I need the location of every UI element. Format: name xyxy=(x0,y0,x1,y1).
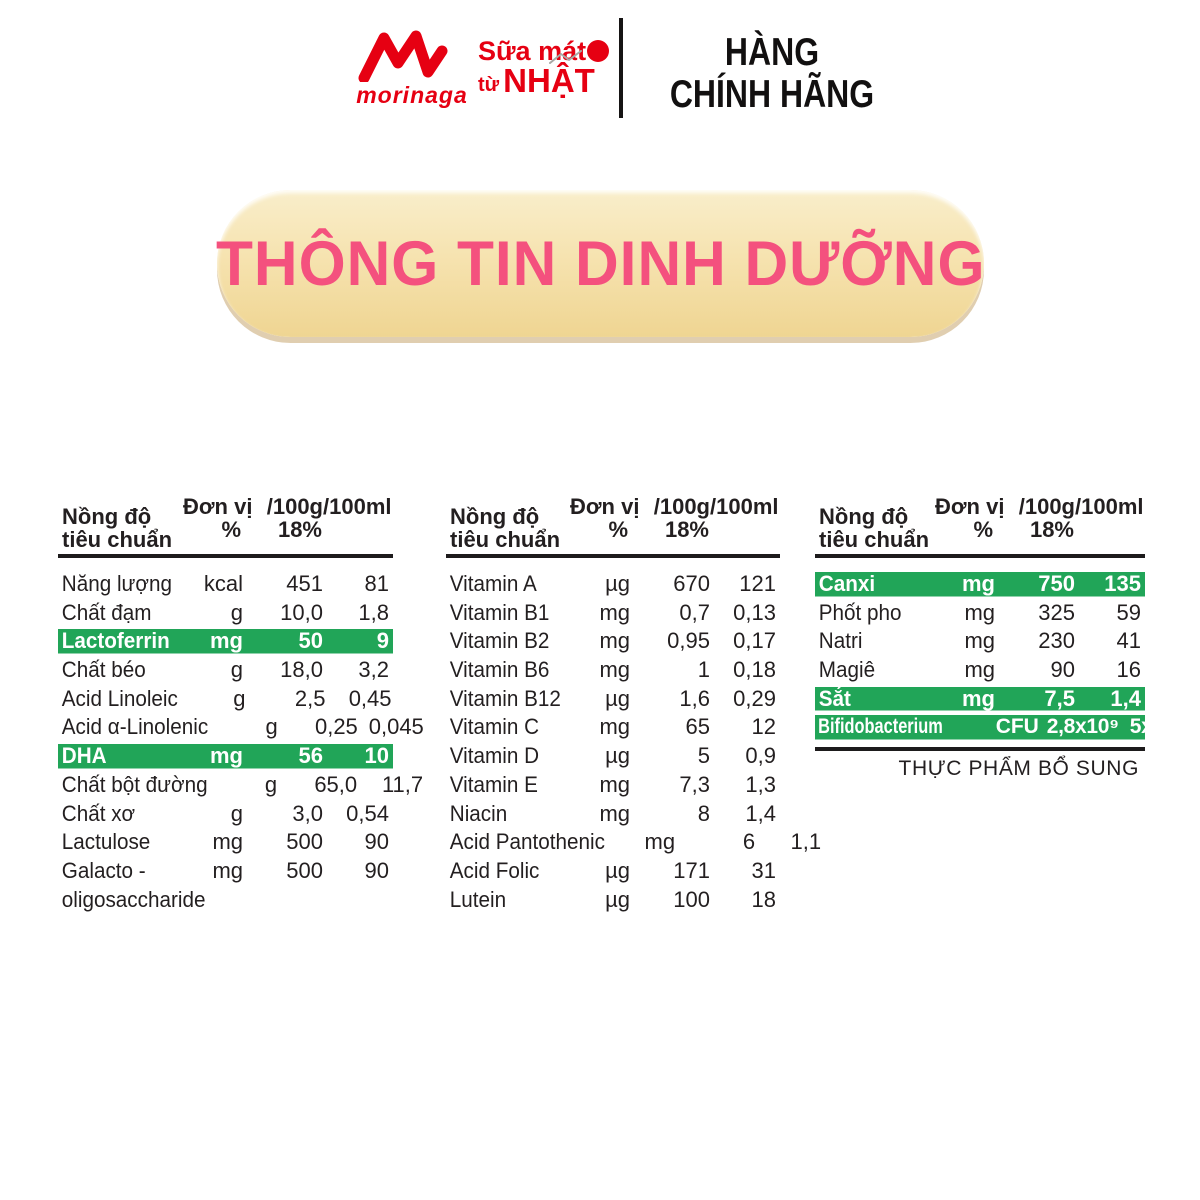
row-per100g-cell: 0,25 xyxy=(314,714,358,740)
row-per100ml-cell: 18 xyxy=(751,886,776,912)
row-name-cell: Acid Linoleic xyxy=(61,685,178,711)
row-per100ml-cell: 3,2 xyxy=(358,657,389,683)
nutrition-table-left xyxy=(58,486,424,914)
header-unit: Đơn vị % xyxy=(183,494,253,542)
row-unit-cell: mg xyxy=(962,685,995,711)
table-header xyxy=(58,486,393,558)
row-name-cell: Chất bột đường xyxy=(61,771,208,797)
table-row xyxy=(58,857,393,886)
row-unit-cell: mg xyxy=(599,714,630,740)
row-name-cell: Vitamin B12 xyxy=(449,685,561,711)
row-name-cell: Lactoferrin xyxy=(61,628,170,654)
row-unit-cell: mg xyxy=(599,628,630,654)
header-per100g: /100g 18% xyxy=(653,494,710,542)
row-per100ml-cell: 10 xyxy=(364,743,389,769)
row-unit-cell: CFU xyxy=(995,715,1039,739)
row-name-cell: Acid α-Linolenic xyxy=(61,714,209,740)
table-row xyxy=(446,828,822,857)
table-row xyxy=(446,656,780,685)
row-unit-cell: g xyxy=(233,685,246,711)
row-unit-cell: mg xyxy=(964,628,995,654)
table-row xyxy=(446,771,780,800)
nutrition-table-right xyxy=(815,486,1185,781)
row-per100g-cell: 670 xyxy=(673,571,710,596)
header-unit: Đơn vị % xyxy=(570,494,640,542)
row-per100g-cell: 1 xyxy=(697,657,710,683)
row-per100g-cell: 7,3 xyxy=(679,771,710,797)
table-rows xyxy=(446,558,822,914)
row-unit-cell: µg xyxy=(605,857,630,883)
row-per100g-cell: 171 xyxy=(673,857,710,883)
row-unit-cell: mg xyxy=(964,657,995,683)
table-row xyxy=(446,742,780,771)
table-row xyxy=(815,685,1145,714)
row-per100ml-cell: 1,4 xyxy=(745,800,776,826)
row-per100ml-cell: 135 xyxy=(1104,571,1141,596)
table-row xyxy=(58,627,393,656)
table-row xyxy=(446,570,780,599)
row-per100g-cell: 325 xyxy=(1038,599,1075,625)
table-row xyxy=(58,599,393,628)
row-per100ml-cell: 0,045 xyxy=(368,714,424,740)
row-unit-cell: mg xyxy=(599,800,630,826)
table-endline xyxy=(815,747,1145,751)
tagline-line1: Sữa mát xyxy=(478,36,587,66)
header-per100ml: /100ml xyxy=(1075,494,1144,519)
morinaga-logo xyxy=(352,30,472,110)
row-unit-cell: g xyxy=(230,657,243,683)
row-per100ml-cell: 0,9 xyxy=(745,743,776,769)
row-per100ml-cell: 11,7 xyxy=(381,771,424,797)
row-unit-cell: mg xyxy=(599,599,630,625)
row-unit-cell: µg xyxy=(605,571,630,596)
row-per100g-cell: 2,8x10⁹ xyxy=(1046,715,1119,739)
row-per100ml-cell: 59 xyxy=(1116,599,1141,625)
table-row xyxy=(58,771,424,800)
row-per100g-cell: 56 xyxy=(298,743,323,769)
row-unit-cell: kcal xyxy=(203,571,243,596)
table-row xyxy=(446,685,780,714)
table-row xyxy=(58,886,393,915)
nutrition-table-middle xyxy=(446,486,822,914)
row-per100g-cell: 3,0 xyxy=(292,800,323,826)
row-per100ml-cell: 90 xyxy=(364,829,389,855)
row-unit-cell: mg xyxy=(212,857,243,883)
row-per100g-cell: 50 xyxy=(298,628,323,654)
row-per100ml-cell: 0,54 xyxy=(346,800,389,826)
row-unit-cell: µg xyxy=(605,886,630,912)
tagline-tu: từ xyxy=(478,74,500,96)
header-name: Nồng độ tiêu chuẩn xyxy=(62,504,173,552)
table-row xyxy=(446,713,780,742)
table-rows xyxy=(58,558,424,914)
row-per100ml-cell: 0,45 xyxy=(348,685,392,711)
banner-title: THÔNG TIN DINH DƯỠNG xyxy=(215,228,986,299)
row-per100ml-cell: 81 xyxy=(364,571,389,596)
row-per100ml-cell: 16 xyxy=(1116,657,1141,683)
row-unit-cell: g xyxy=(264,771,278,797)
row-per100g-cell: 230 xyxy=(1038,628,1075,654)
row-name-cell: Acid Folic xyxy=(449,857,540,883)
row-per100g-cell: 8 xyxy=(697,800,710,826)
row-per100ml-cell: 12 xyxy=(751,714,776,740)
row-unit-cell: mg xyxy=(964,599,995,625)
authentic-label xyxy=(657,32,887,116)
row-name-cell: Vitamin B2 xyxy=(449,628,550,654)
row-name-cell: Bifidobacterium xyxy=(818,715,943,739)
row-name-cell: Vitamin C xyxy=(449,714,540,740)
row-per100ml-cell: 0,18 xyxy=(733,657,776,683)
supplement-footnote: THỰC PHẨM BỔ SUNG xyxy=(898,757,1139,781)
header-per100ml: /100ml xyxy=(710,494,779,519)
row-per100ml-cell: 1,4 xyxy=(1110,685,1141,711)
row-name-cell: Niacin xyxy=(449,800,508,826)
table-row xyxy=(815,713,1185,742)
row-name-cell: Chất béo xyxy=(61,657,146,683)
row-per100g-cell: 10,0 xyxy=(280,599,323,625)
row-per100g-cell: 750 xyxy=(1038,571,1075,596)
row-name-cell: Vitamin B1 xyxy=(449,599,550,625)
table-header xyxy=(446,486,780,558)
header-unit: Đơn vị % xyxy=(935,494,1005,542)
table-row xyxy=(58,656,393,685)
vertical-divider xyxy=(619,18,623,118)
row-per100g-cell: 7,5 xyxy=(1044,685,1075,711)
row-unit-cell: mg xyxy=(599,771,630,797)
sun-icon xyxy=(587,40,609,62)
row-per100ml-cell: 1,1 xyxy=(790,829,822,855)
row-per100ml-cell: 31 xyxy=(751,857,776,883)
table-row xyxy=(815,599,1145,628)
nutrition-banner xyxy=(217,190,984,337)
row-per100g-cell: 2,5 xyxy=(294,685,326,711)
row-name-cell: Acid Pantothenic xyxy=(449,829,605,855)
header-per100g: /100g 18% xyxy=(266,494,323,542)
row-name-cell: oligosaccharide xyxy=(61,886,206,912)
row-per100ml-cell: 0,17 xyxy=(733,628,776,654)
table-header xyxy=(815,486,1145,558)
row-name-cell: Vitamin B6 xyxy=(449,657,550,683)
row-per100g-cell: 18,0 xyxy=(280,657,323,683)
squiggle-icon xyxy=(549,50,589,66)
row-per100ml-cell: 41 xyxy=(1116,628,1141,654)
row-name-cell: Sắt xyxy=(818,685,851,711)
row-per100g-cell: 65,0 xyxy=(314,771,358,797)
row-per100g-cell: 500 xyxy=(286,857,323,883)
row-name-cell: Vitamin E xyxy=(449,771,538,797)
row-per100g-cell: 0,95 xyxy=(667,628,710,654)
table-row xyxy=(446,627,780,656)
row-name-cell: Năng lượng xyxy=(61,571,172,596)
header-per100g: /100g 18% xyxy=(1018,494,1075,542)
tagline-nhat: NHẬT xyxy=(503,62,595,99)
row-name-cell: Chất xơ xyxy=(61,800,136,826)
table-row xyxy=(58,742,393,771)
row-unit-cell: mg xyxy=(210,628,243,654)
jp-tagline xyxy=(478,38,623,118)
row-per100ml-cell: 90 xyxy=(364,857,389,883)
row-per100g-cell: 90 xyxy=(1050,657,1075,683)
table-row xyxy=(58,685,393,714)
row-per100g-cell: 100 xyxy=(673,886,710,912)
row-per100ml-cell: 9 xyxy=(376,628,389,654)
table-row xyxy=(446,886,780,915)
table-row xyxy=(815,570,1145,599)
row-unit-cell: g xyxy=(265,714,278,740)
row-name-cell: Magiê xyxy=(818,657,876,683)
table-row xyxy=(815,627,1145,656)
row-name-cell: DHA xyxy=(61,743,107,769)
row-unit-cell: mg xyxy=(962,571,995,596)
table-row xyxy=(815,656,1145,685)
table-row xyxy=(58,570,393,599)
row-name-cell: Galacto - xyxy=(61,857,146,883)
morinaga-m-icon xyxy=(352,30,472,82)
row-name-cell: Vitamin D xyxy=(449,743,540,769)
row-per100g-cell: 65 xyxy=(685,714,710,740)
row-name-cell: Vitamin A xyxy=(449,571,537,596)
row-unit-cell: mg xyxy=(644,829,676,855)
header-name: Nồng độ tiêu chuẩn xyxy=(450,504,561,552)
row-unit-cell: µg xyxy=(605,685,630,711)
table-row xyxy=(446,599,780,628)
row-per100g-cell: 6 xyxy=(742,829,756,855)
row-unit-cell: g xyxy=(230,800,243,826)
row-unit-cell: mg xyxy=(212,829,243,855)
table-row xyxy=(58,828,393,857)
header-name: Nồng độ tiêu chuẩn xyxy=(819,504,930,552)
row-name-cell: Canxi xyxy=(818,571,876,596)
row-unit-cell: µg xyxy=(605,743,630,769)
header-per100ml: /100ml xyxy=(323,494,392,519)
table-rows xyxy=(815,558,1185,742)
row-unit-cell: mg xyxy=(599,657,630,683)
row-name-cell: Chất đạm xyxy=(61,599,152,625)
authentic-line2: CHÍNH HÃNG xyxy=(669,73,875,116)
table-row xyxy=(446,800,780,829)
authentic-line1: HÀNG xyxy=(724,31,820,74)
row-unit-cell xyxy=(215,886,275,915)
row-per100g-cell xyxy=(275,886,355,915)
morinaga-wordmark: morinaga xyxy=(356,82,468,108)
table-row xyxy=(58,800,393,829)
row-per100ml-cell: 121 xyxy=(739,571,776,596)
table-row xyxy=(58,713,424,742)
row-per100g-cell: 1,6 xyxy=(679,685,710,711)
row-per100ml-cell: 0,29 xyxy=(733,685,776,711)
row-per100ml-cell: 1,3 xyxy=(745,771,776,797)
row-per100ml-cell xyxy=(355,886,425,915)
row-per100g-cell: 500 xyxy=(286,829,323,855)
table-row xyxy=(446,857,780,886)
row-per100g-cell: 0,7 xyxy=(679,599,710,625)
row-unit-cell: mg xyxy=(210,743,243,769)
row-per100g-cell: 451 xyxy=(286,571,323,596)
row-name-cell: Phốt pho xyxy=(818,599,902,625)
row-name-cell: Lutein xyxy=(449,886,507,912)
row-name-cell: Lactulose xyxy=(61,829,151,855)
row-per100ml-cell: 5x10⁸ xyxy=(1129,715,1185,739)
row-unit-cell: g xyxy=(230,599,243,625)
row-name-cell: Natri xyxy=(818,628,863,654)
row-per100ml-cell: 1,8 xyxy=(358,599,389,625)
row-per100g-cell: 5 xyxy=(697,743,710,769)
tagline-line2 xyxy=(478,62,623,99)
row-per100ml-cell: 0,13 xyxy=(733,599,776,625)
